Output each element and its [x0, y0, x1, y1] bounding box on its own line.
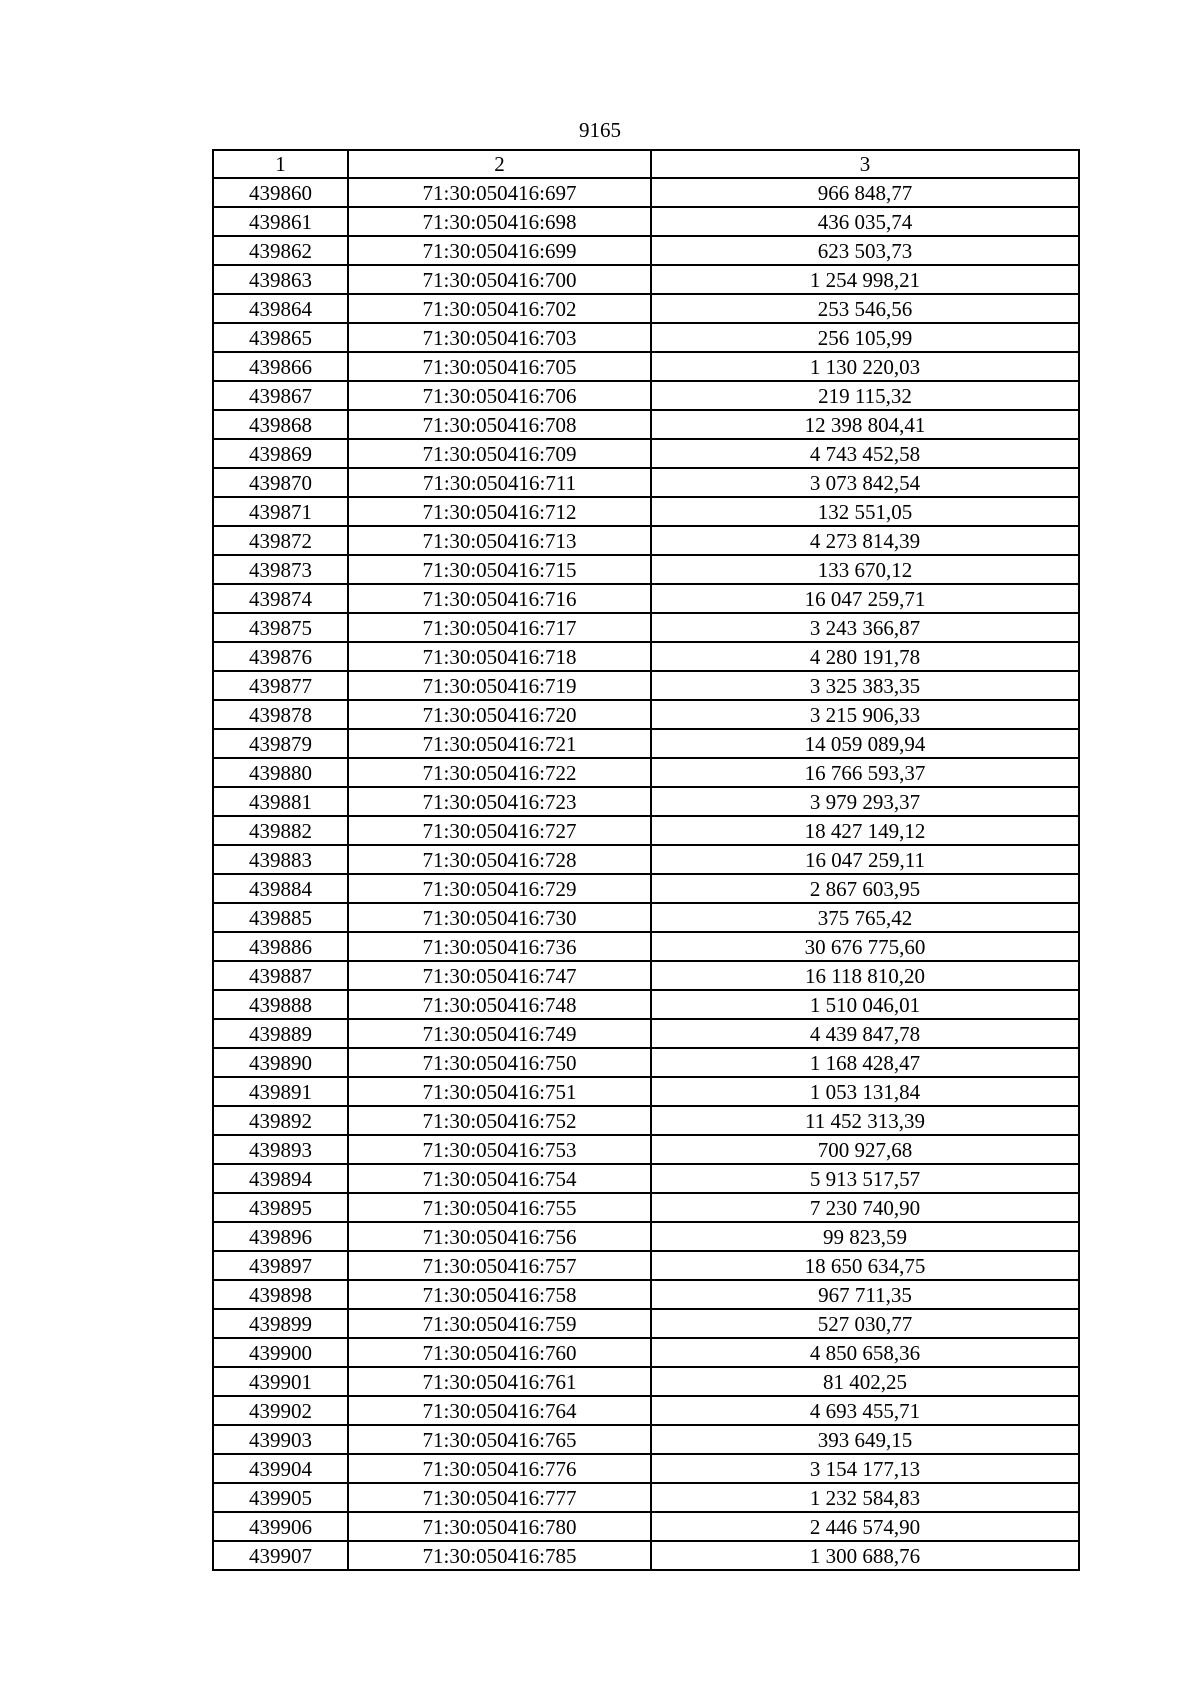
- row-number-cell: 439883: [213, 845, 348, 874]
- row-number-cell: 439884: [213, 874, 348, 903]
- cadastral-number-cell: 71:30:050416:727: [348, 816, 651, 845]
- cadastral-number-cell: 71:30:050416:753: [348, 1135, 651, 1164]
- table-row: [213, 874, 1079, 903]
- row-number-cell: 439888: [213, 990, 348, 1019]
- cadastral-value-cell: 4 273 814,39: [651, 526, 1079, 555]
- cadastral-value-cell: 4 693 455,71: [651, 1396, 1079, 1425]
- cadastral-value-cell: 700 927,68: [651, 1135, 1079, 1164]
- table-row: [213, 178, 1079, 207]
- cadastral-number-cell: 71:30:050416:709: [348, 439, 651, 468]
- row-number-cell: 439874: [213, 584, 348, 613]
- page-number: 9165: [579, 118, 621, 142]
- cadastral-number-cell: 71:30:050416:703: [348, 323, 651, 352]
- table-row: [213, 1367, 1079, 1396]
- row-number-cell: 439866: [213, 352, 348, 381]
- row-number-cell: 439880: [213, 758, 348, 787]
- cadastral-number-cell: 71:30:050416:761: [348, 1367, 651, 1396]
- row-number-cell: 439905: [213, 1483, 348, 1512]
- cadastral-number-cell: 71:30:050416:721: [348, 729, 651, 758]
- cadastral-value-cell: 12 398 804,41: [651, 410, 1079, 439]
- cadastral-value-cell: 16 766 593,37: [651, 758, 1079, 787]
- row-number-cell: 439902: [213, 1396, 348, 1425]
- cadastral-value-cell: 16 047 259,71: [651, 584, 1079, 613]
- table-row: [213, 323, 1079, 352]
- row-number-cell: 439867: [213, 381, 348, 410]
- cadastral-number-cell: 71:30:050416:716: [348, 584, 651, 613]
- row-number-cell: 439889: [213, 1019, 348, 1048]
- cadastral-value-cell: 253 546,56: [651, 294, 1079, 323]
- cadastral-value-cell: 133 670,12: [651, 555, 1079, 584]
- table-row: [213, 1483, 1079, 1512]
- row-number-cell: 439877: [213, 671, 348, 700]
- row-number-cell: 439886: [213, 932, 348, 961]
- table-header: [213, 150, 1079, 178]
- cadastral-value-cell: 2 446 574,90: [651, 1512, 1079, 1541]
- cadastral-value-cell: 11 452 313,39: [651, 1106, 1079, 1135]
- table-row: [213, 1222, 1079, 1251]
- cadastral-number-cell: 71:30:050416:698: [348, 207, 651, 236]
- table-row: [213, 1251, 1079, 1280]
- cadastral-number-cell: 71:30:050416:736: [348, 932, 651, 961]
- cadastral-value-cell: 1 300 688,76: [651, 1541, 1079, 1570]
- table-row: [213, 439, 1079, 468]
- row-number-cell: 439896: [213, 1222, 348, 1251]
- row-number-cell: 439876: [213, 642, 348, 671]
- row-number-cell: 439895: [213, 1193, 348, 1222]
- cadastral-value-cell: 966 848,77: [651, 178, 1079, 207]
- cadastral-number-cell: 71:30:050416:751: [348, 1077, 651, 1106]
- row-number-cell: 439892: [213, 1106, 348, 1135]
- table-row: [213, 1425, 1079, 1454]
- cadastral-number-cell: 71:30:050416:699: [348, 236, 651, 265]
- row-number-cell: 439898: [213, 1280, 348, 1309]
- table-row: [213, 1019, 1079, 1048]
- table-row: [213, 1077, 1079, 1106]
- cadastral-value-table: [212, 149, 1080, 1571]
- cadastral-value-cell: 4 439 847,78: [651, 1019, 1079, 1048]
- row-number-cell: 439903: [213, 1425, 348, 1454]
- cadastral-value-cell: 3 154 177,13: [651, 1454, 1079, 1483]
- cadastral-value-cell: 375 765,42: [651, 903, 1079, 932]
- cadastral-value-cell: 527 030,77: [651, 1309, 1079, 1338]
- table-row: [213, 1193, 1079, 1222]
- row-number-cell: 439900: [213, 1338, 348, 1367]
- table-row: [213, 1309, 1079, 1338]
- row-number-cell: 439878: [213, 700, 348, 729]
- cadastral-value-cell: 4 280 191,78: [651, 642, 1079, 671]
- table-row: [213, 1512, 1079, 1541]
- table-row: [213, 816, 1079, 845]
- cadastral-value-cell: 3 073 842,54: [651, 468, 1079, 497]
- table-row: [213, 1135, 1079, 1164]
- row-number-cell: 439864: [213, 294, 348, 323]
- table-row: [213, 468, 1079, 497]
- row-number-cell: 439882: [213, 816, 348, 845]
- cadastral-value-cell: 3 979 293,37: [651, 787, 1079, 816]
- table-row: [213, 526, 1079, 555]
- cadastral-value-cell: 3 325 383,35: [651, 671, 1079, 700]
- cadastral-number-cell: 71:30:050416:723: [348, 787, 651, 816]
- cadastral-number-cell: 71:30:050416:720: [348, 700, 651, 729]
- cadastral-number-cell: 71:30:050416:759: [348, 1309, 651, 1338]
- row-number-cell: 439873: [213, 555, 348, 584]
- table-row: [213, 1106, 1079, 1135]
- row-number-cell: 439893: [213, 1135, 348, 1164]
- cadastral-number-cell: 71:30:050416:706: [348, 381, 651, 410]
- cadastral-number-cell: 71:30:050416:718: [348, 642, 651, 671]
- cadastral-value-cell: 623 503,73: [651, 236, 1079, 265]
- cadastral-value-cell: 436 035,74: [651, 207, 1079, 236]
- cadastral-value-cell: 81 402,25: [651, 1367, 1079, 1396]
- row-number-cell: 439891: [213, 1077, 348, 1106]
- row-number-cell: 439890: [213, 1048, 348, 1077]
- cadastral-number-cell: 71:30:050416:750: [348, 1048, 651, 1077]
- table-row: [213, 1338, 1079, 1367]
- cadastral-number-cell: 71:30:050416:777: [348, 1483, 651, 1512]
- cadastral-value-cell: 219 115,32: [651, 381, 1079, 410]
- header-col-1: 1: [213, 150, 348, 178]
- table-row: [213, 1541, 1079, 1570]
- cadastral-value-cell: 18 427 149,12: [651, 816, 1079, 845]
- row-number-cell: 439906: [213, 1512, 348, 1541]
- cadastral-number-cell: 71:30:050416:749: [348, 1019, 651, 1048]
- table-row: [213, 1454, 1079, 1483]
- table-row: [213, 613, 1079, 642]
- cadastral-value-cell: 16 047 259,11: [651, 845, 1079, 874]
- cadastral-number-cell: 71:30:050416:765: [348, 1425, 651, 1454]
- cadastral-number-cell: 71:30:050416:728: [348, 845, 651, 874]
- cadastral-number-cell: 71:30:050416:754: [348, 1164, 651, 1193]
- row-number-cell: 439868: [213, 410, 348, 439]
- cadastral-value-cell: 393 649,15: [651, 1425, 1079, 1454]
- row-number-cell: 439862: [213, 236, 348, 265]
- table-row: [213, 497, 1079, 526]
- cadastral-number-cell: 71:30:050416:711: [348, 468, 651, 497]
- table-row: [213, 294, 1079, 323]
- row-number-cell: 439881: [213, 787, 348, 816]
- table-row: [213, 671, 1079, 700]
- cadastral-value-cell: 30 676 775,60: [651, 932, 1079, 961]
- row-number-cell: 439870: [213, 468, 348, 497]
- cadastral-value-cell: 967 711,35: [651, 1280, 1079, 1309]
- cadastral-number-cell: 71:30:050416:715: [348, 555, 651, 584]
- header-col-2: 2: [348, 150, 651, 178]
- table-row: [213, 1048, 1079, 1077]
- table-row: [213, 903, 1079, 932]
- row-number-cell: 439861: [213, 207, 348, 236]
- table-row: [213, 990, 1079, 1019]
- cadastral-value-cell: 3 215 906,33: [651, 700, 1079, 729]
- cadastral-number-cell: 71:30:050416:776: [348, 1454, 651, 1483]
- cadastral-number-cell: 71:30:050416:764: [348, 1396, 651, 1425]
- cadastral-value-cell: 4 850 658,36: [651, 1338, 1079, 1367]
- cadastral-value-cell: 1 130 220,03: [651, 352, 1079, 381]
- table-row: [213, 932, 1079, 961]
- cadastral-number-cell: 71:30:050416:708: [348, 410, 651, 439]
- cadastral-number-cell: 71:30:050416:717: [348, 613, 651, 642]
- row-number-cell: 439897: [213, 1251, 348, 1280]
- cadastral-value-cell: 4 743 452,58: [651, 439, 1079, 468]
- cadastral-value-cell: 99 823,59: [651, 1222, 1079, 1251]
- row-number-cell: 439863: [213, 265, 348, 294]
- cadastral-value-cell: 7 230 740,90: [651, 1193, 1079, 1222]
- cadastral-number-cell: 71:30:050416:757: [348, 1251, 651, 1280]
- table-row: [213, 642, 1079, 671]
- table-row: [213, 352, 1079, 381]
- table-row: [213, 555, 1079, 584]
- cadastral-number-cell: 71:30:050416:752: [348, 1106, 651, 1135]
- table-row: [213, 381, 1079, 410]
- row-number-cell: 439887: [213, 961, 348, 990]
- row-number-cell: 439904: [213, 1454, 348, 1483]
- cadastral-number-cell: 71:30:050416:712: [348, 497, 651, 526]
- cadastral-value-cell: 1 168 428,47: [651, 1048, 1079, 1077]
- header-col-3: 3: [651, 150, 1079, 178]
- cadastral-number-cell: 71:30:050416:785: [348, 1541, 651, 1570]
- cadastral-value-cell: 1 053 131,84: [651, 1077, 1079, 1106]
- cadastral-number-cell: 71:30:050416:719: [348, 671, 651, 700]
- cadastral-number-cell: 71:30:050416:730: [348, 903, 651, 932]
- row-number-cell: 439894: [213, 1164, 348, 1193]
- table-row: [213, 700, 1079, 729]
- table-row: [213, 265, 1079, 294]
- row-number-cell: 439901: [213, 1367, 348, 1396]
- cadastral-value-cell: 1 510 046,01: [651, 990, 1079, 1019]
- table-body: [213, 178, 1079, 1570]
- cadastral-number-cell: 71:30:050416:713: [348, 526, 651, 555]
- table-row: [213, 729, 1079, 758]
- table-row: [213, 1164, 1079, 1193]
- cadastral-number-cell: 71:30:050416:760: [348, 1338, 651, 1367]
- row-number-cell: 439875: [213, 613, 348, 642]
- cadastral-value-cell: 18 650 634,75: [651, 1251, 1079, 1280]
- row-number-cell: 439899: [213, 1309, 348, 1338]
- header-row: [213, 150, 1079, 178]
- row-number-cell: 439907: [213, 1541, 348, 1570]
- cadastral-number-cell: 71:30:050416:756: [348, 1222, 651, 1251]
- cadastral-number-cell: 71:30:050416:729: [348, 874, 651, 903]
- cadastral-number-cell: 71:30:050416:700: [348, 265, 651, 294]
- cadastral-value-cell: 2 867 603,95: [651, 874, 1079, 903]
- cadastral-number-cell: 71:30:050416:755: [348, 1193, 651, 1222]
- table-row: [213, 787, 1079, 816]
- cadastral-number-cell: 71:30:050416:697: [348, 178, 651, 207]
- cadastral-value-cell: 132 551,05: [651, 497, 1079, 526]
- cadastral-value-cell: 256 105,99: [651, 323, 1079, 352]
- table-row: [213, 584, 1079, 613]
- row-number-cell: 439869: [213, 439, 348, 468]
- cadastral-number-cell: 71:30:050416:748: [348, 990, 651, 1019]
- table-row: [213, 758, 1079, 787]
- cadastral-value-cell: 16 118 810,20: [651, 961, 1079, 990]
- cadastral-value-cell: 3 243 366,87: [651, 613, 1079, 642]
- cadastral-value-cell: 5 913 517,57: [651, 1164, 1079, 1193]
- table-row: [213, 207, 1079, 236]
- row-number-cell: 439860: [213, 178, 348, 207]
- row-number-cell: 439885: [213, 903, 348, 932]
- row-number-cell: 439865: [213, 323, 348, 352]
- cadastral-value-cell: 14 059 089,94: [651, 729, 1079, 758]
- cadastral-number-cell: 71:30:050416:705: [348, 352, 651, 381]
- table-row: [213, 236, 1079, 265]
- cadastral-number-cell: 71:30:050416:722: [348, 758, 651, 787]
- row-number-cell: 439879: [213, 729, 348, 758]
- cadastral-value-cell: 1 232 584,83: [651, 1483, 1079, 1512]
- cadastral-number-cell: 71:30:050416:747: [348, 961, 651, 990]
- table-row: [213, 1396, 1079, 1425]
- cadastral-number-cell: 71:30:050416:780: [348, 1512, 651, 1541]
- table-row: [213, 410, 1079, 439]
- table-row: [213, 961, 1079, 990]
- row-number-cell: 439872: [213, 526, 348, 555]
- cadastral-number-cell: 71:30:050416:758: [348, 1280, 651, 1309]
- cadastral-number-cell: 71:30:050416:702: [348, 294, 651, 323]
- table-row: [213, 845, 1079, 874]
- row-number-cell: 439871: [213, 497, 348, 526]
- table-row: [213, 1280, 1079, 1309]
- cadastral-value-cell: 1 254 998,21: [651, 265, 1079, 294]
